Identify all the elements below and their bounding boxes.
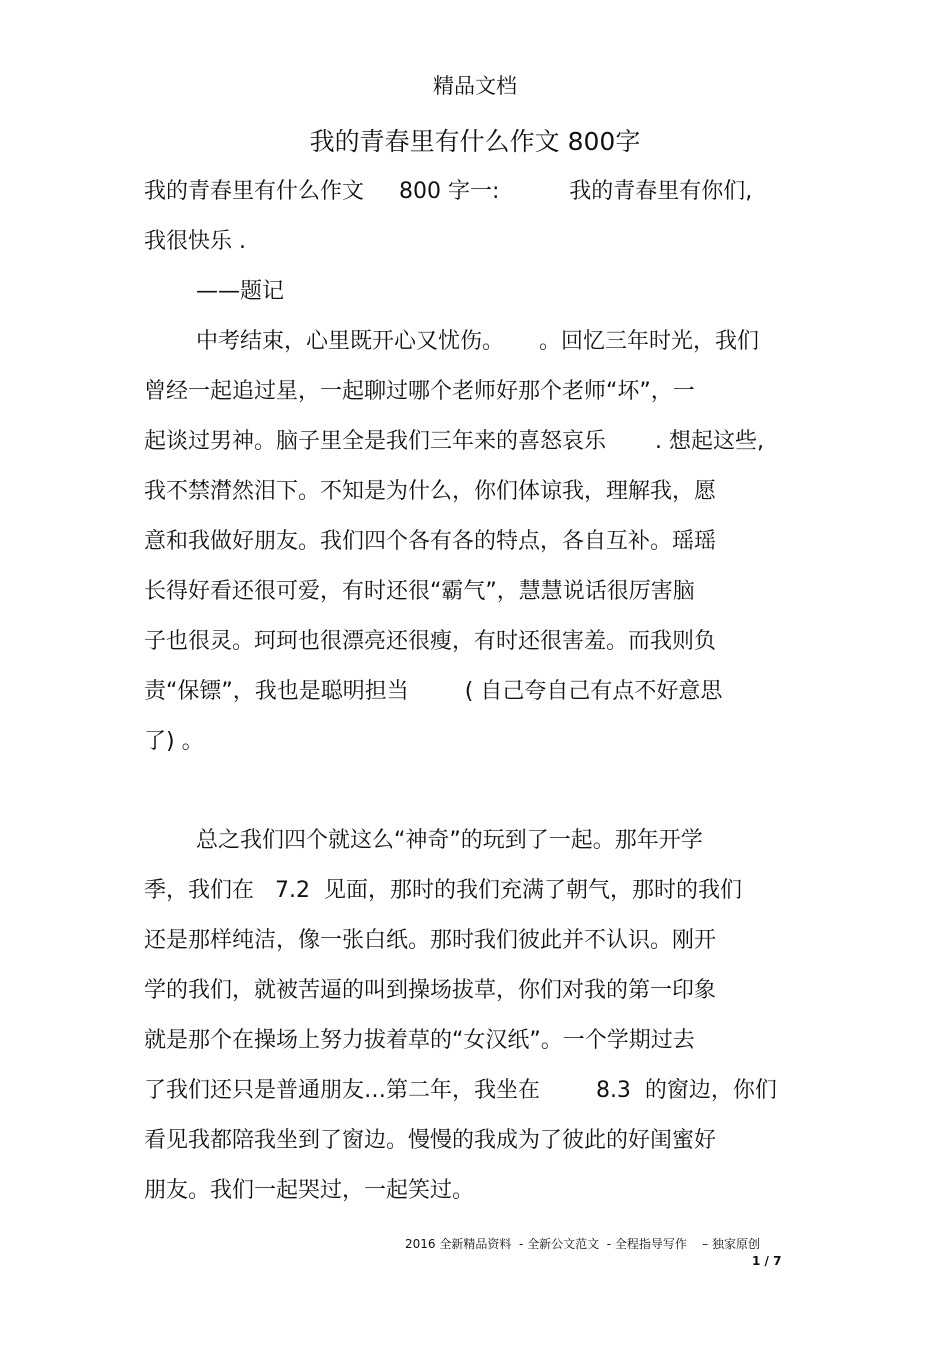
body-line: 我不禁潸然泪下。不知是为什么，你们体谅我，理解我，愿: [144, 479, 717, 504]
body-line: 长得好看还很可爱，有时还很“霸气”，慧慧说话很厉害脑: [144, 579, 695, 604]
body-line: 了我们还只是普通朋友…第二年，我坐在 8.3 的窗边，你们: [144, 1078, 777, 1103]
body-line: 学的我们，就被苦逼的叫到操场拔草，你们对我的第一印象: [144, 978, 717, 1003]
document-title: 我的青春里有什么作文 800字: [309, 127, 641, 156]
body-line: 总之我们四个就这么“神奇”的玩到了一起。那年开学: [196, 828, 703, 853]
body-line: 季，我们在 7.2 见面，那时的我们充满了朝气，那时的我们: [144, 878, 742, 903]
body-line: 意和我做好朋友。我们四个各有各的特点，各自互补。瑶瑶: [144, 529, 717, 554]
epigraph-attribution: ——题记: [196, 279, 285, 304]
page-header: 精品文档: [433, 74, 517, 98]
body-line: 我的青春里有什么作文 800 字一: 我的青春里有你们,: [144, 179, 753, 204]
body-line: 看见我都陪我坐到了窗边。慢慢的我成为了彼此的好闺蜜好: [144, 1128, 717, 1153]
page-number: 1 / 7: [752, 1254, 782, 1268]
body-line: 起谈过男神。脑子里全是我们三年来的喜怒哀乐 . 想起这些,: [144, 429, 764, 454]
body-line: 朋友。我们一起哭过，一起笑过。: [144, 1178, 475, 1203]
body-line: 中考结束，心里既开心又忧伤。 。回忆三年时光，我们: [196, 329, 759, 354]
body-line: 责“保镖”，我也是聪明担当 ( 自己夸自己有点不好意思: [144, 679, 723, 704]
body-line: 曾经一起追过星，一起聊过哪个老师好那个老师“坏”，一: [144, 379, 695, 404]
body-line: 就是那个在操场上努力拔着草的“女汉纸”。一个学期过去: [144, 1028, 695, 1053]
body-line: 我很快乐 .: [144, 229, 246, 254]
body-line: 子也很灵。珂珂也很漂亮还很瘦，有时还很害羞。而我则负: [144, 629, 717, 654]
footer-note: 2016 全新精品资料 - 全新公文范文 - 全程指导写作 – 独家原创: [405, 1237, 760, 1251]
body-line: 还是那样纯洁，像一张白纸。那时我们彼此并不认识。刚开: [144, 928, 717, 953]
body-line: 了) 。: [144, 729, 204, 754]
